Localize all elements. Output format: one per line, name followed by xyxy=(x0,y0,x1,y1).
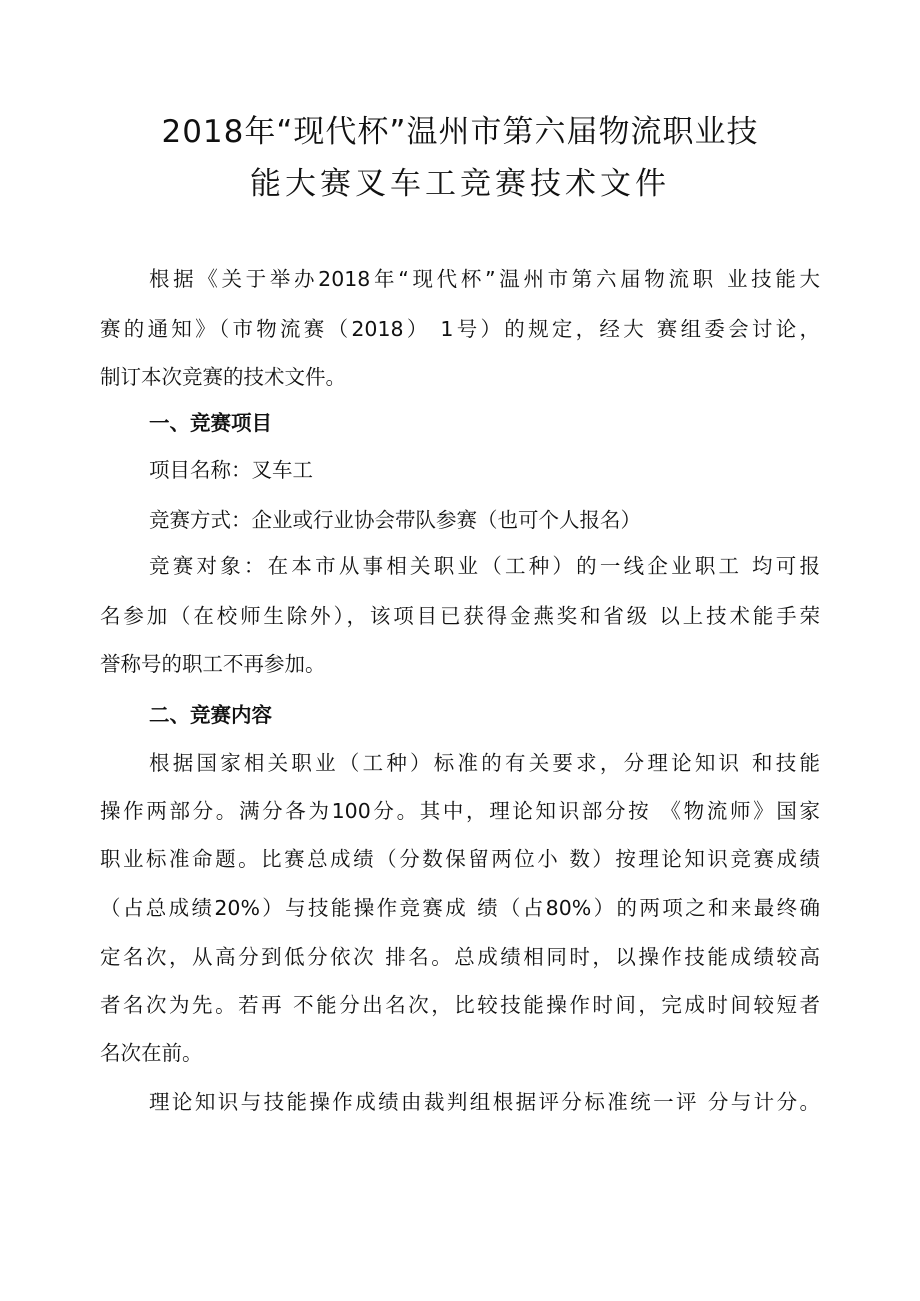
content-line-2: 操作两部分。满分各为100分。其中，理论知识部分按 《物流师》国家 xyxy=(100,799,820,823)
content-line-1: 根据国家相关职业（工种）标准的有关要求，分理论知识 和技能 xyxy=(149,751,820,775)
section-1-heading: 一、竞赛项目 xyxy=(149,411,272,435)
intro-line-1: 根据《关于举办2018年“现代杯”温州市第六届物流职 业技能大 xyxy=(149,267,820,291)
content-line-7: 名次在前。 xyxy=(100,1041,203,1065)
scoring-line: 理论知识与技能操作成绩由裁判组根据评分标准统一评 分与计分。 xyxy=(149,1090,820,1114)
intro-line-3: 制订本次竞赛的技术文件。 xyxy=(100,365,346,389)
project-name-line: 项目名称：叉车工 xyxy=(149,458,313,482)
content-line-3: 职业标准命题。比赛总成绩（分数保留两位小 数）按理论知识竞赛成绩 xyxy=(100,847,820,871)
document-title-line-2: 能大赛叉车工竞赛技术文件 xyxy=(250,166,670,202)
content-line-5: 定名次，从高分到低分依次 排名。总成绩相同时，以操作技能成绩较高 xyxy=(100,945,820,969)
competition-mode-line: 竞赛方式：企业或行业协会带队参赛（也可个人报名） xyxy=(149,508,641,532)
content-line-6: 者名次为先。若再 不能分出名次，比较技能操作时间，完成时间较短者 xyxy=(100,993,820,1017)
section-2-heading: 二、竞赛内容 xyxy=(149,703,272,727)
content-line-4: （占总成绩20%）与技能操作竞赛成 绩（占80%）的两项之和来最终确 xyxy=(100,896,820,920)
participants-line-3: 誉称号的职工不再参加。 xyxy=(100,652,326,676)
participants-line-1: 竞赛对象：在本市从事相关职业（工种）的一线企业职工 均可报 xyxy=(149,554,820,578)
intro-line-2: 赛的通知》（市物流赛（2018） 1号）的规定，经大 赛组委会讨论， xyxy=(100,317,820,341)
participants-line-2: 名参加（在校师生除外），该项目已获得金燕奖和省级 以上技术能手荣 xyxy=(100,604,820,628)
document-title-line-1: 2018年“现代杯”温州市第六届物流职业技 xyxy=(161,114,759,150)
